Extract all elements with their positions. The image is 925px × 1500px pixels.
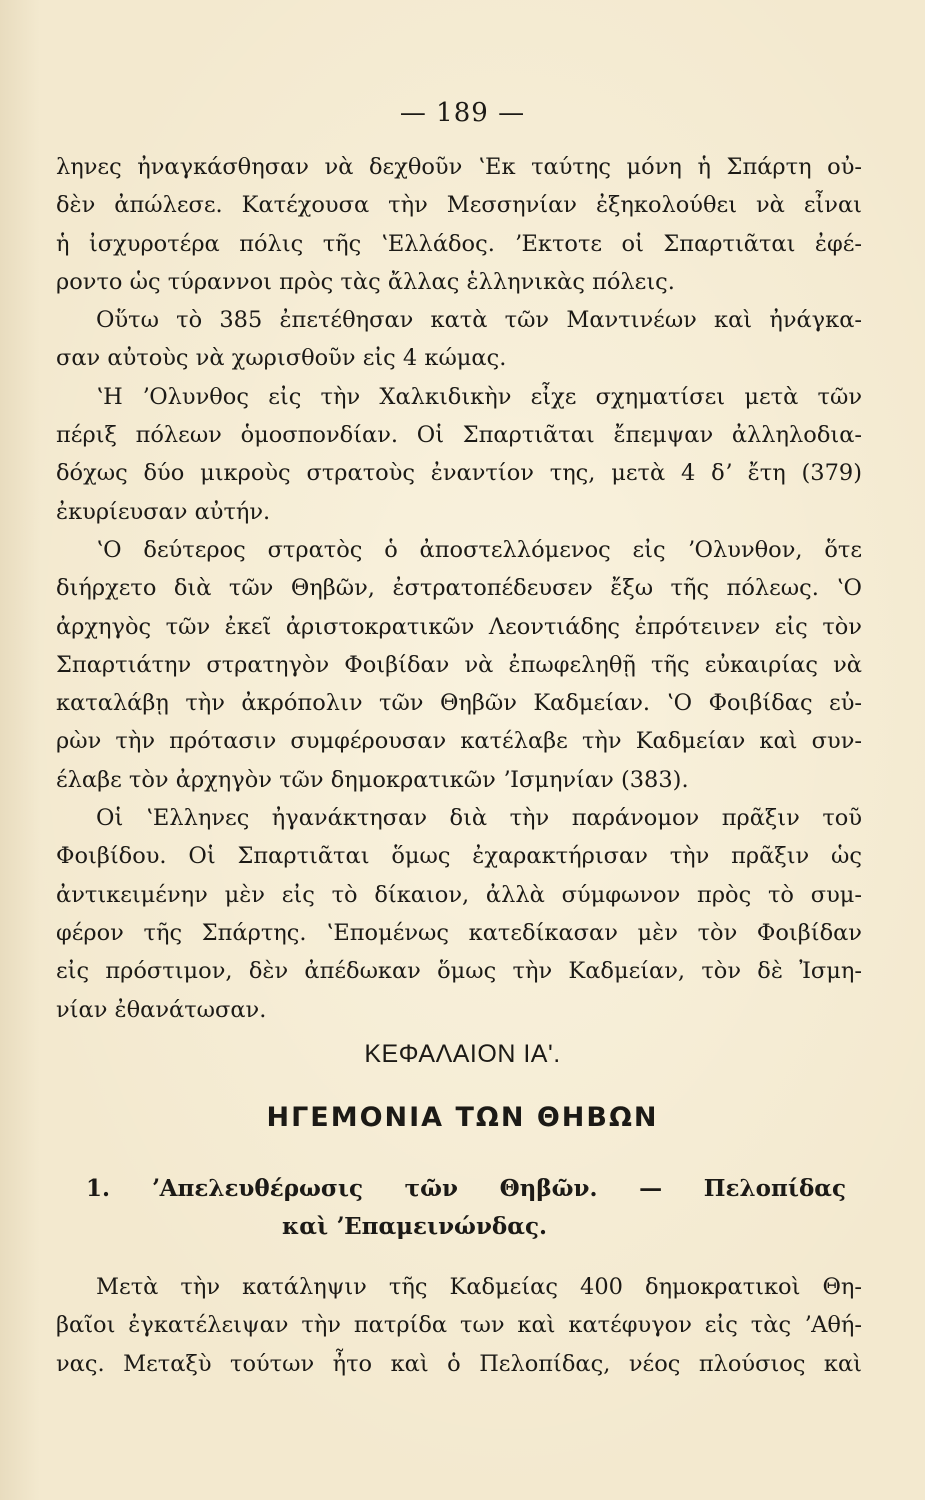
text-line: ληνες ἠναγκάσθησαν νὰ δεχθοῦν ʽΕκ ταύτης μόνη ἡ Σπάρτη οὐ- <box>56 154 862 180</box>
text-line: ἀντικειμένην μὲν εἰς τὸ δίκαιον, ἀλλὰ σύμφωνον πρὸς τὸ συμ- <box>56 881 862 908</box>
text-line: Μετὰ τὴν κατάληψιν τῆς Καδμείας 400 δημοκρατικοὶ Θη- <box>96 1274 862 1300</box>
text-line: ἐκυρίευσαν αὐτήν. <box>56 498 271 525</box>
text-line: νίαν ἐθανάτωσαν. <box>56 996 267 1023</box>
text-line: ἀρχηγὸς τῶν ἐκεῖ ἀριστοκρατικῶν Λεοντιάδης ἐπρότεινεν εἰς τὸν <box>56 613 862 640</box>
text-line: ρὼν τὴν πρότασιν συμφέρουσαν κατέλαβε τὴν Καδμείαν καὶ συν- <box>56 728 862 755</box>
section-text <box>56 1268 862 1383</box>
page-number: — 189 — <box>399 98 526 128</box>
text-line: φέρον τῆς Σπάρτης. ʽΕπομένως κατεδίκασαν μὲν τὸν Φοιβίδαν <box>56 919 862 946</box>
text-line: Σπαρτιάτην στρατηγὸν Φοιβίδαν νὰ ἐπωφεληθῇ τῆς εὐκαιρίας νὰ <box>56 651 862 678</box>
text-line: ʽΗ ʼΟλυνθος εἰς τὴν Χαλκιδικὴν εἶχε σχηματίσει μετὰ τῶν <box>96 383 862 410</box>
text-line: δόχως δύο μικροὺς στρατοὺς ἐναντίον της, μετὰ 4 δʼ ἔτη (379) <box>56 460 862 487</box>
text-line: δὲν ἀπώλεσε. Κατέχουσα τὴν Μεσσηνίαν ἐξηκολούθει νὰ εἶναι <box>56 192 862 219</box>
chapter-title: ΗΓΕΜΟΝΙΑ ΤΩΝ ΘΗΒΩΝ <box>266 1102 659 1133</box>
body-text <box>56 148 862 1029</box>
text-line: πέριξ πόλεων ὁμοσπονδίαν. Οἱ Σπαρτιᾶται ἔπεμψαν ἀλληλοδια- <box>56 422 862 449</box>
text-line: ʽΟ δεύτερος στρατὸς ὁ ἀποστελλόμενος εἰς ʼΟλυνθον, ὅτε <box>96 536 862 563</box>
text-line: ροντο ὡς τύραννοι πρὸς τὰς ἄλλας ἑλληνικὰς πόλεις. <box>56 268 675 295</box>
section-heading-line: καὶ ʼΕπαμεινώνδας. <box>282 1213 547 1240</box>
text-line: έλαβε τὸν ἀρχηγὸν τῶν δημοκρατικῶν ʼΙσμηνίαν (383). <box>56 766 689 793</box>
text-line: Φοιβίδου. Οἱ Σπαρτιᾶται ὅμως ἐχαρακτήρισαν τὴν πρᾶξιν ὡς <box>56 843 862 870</box>
text-line: Οὕτω τὸ 385 ἐπετέθησαν κατὰ τῶν Μαντινέων καὶ ἠνάγκα- <box>96 307 862 334</box>
section-heading <box>86 1170 846 1246</box>
text-line: εἰς πρόστιμον, δὲν ἀπέδωκαν ὅμως τὴν Καδμείαν, τὸν δὲ Ἰσμη- <box>56 958 862 985</box>
chapter-label: ΚΕΦΑΛΑΙΟΝ ΙΑʹ. <box>364 1040 561 1068</box>
text-line: Οἱ ʽΕλληνες ἠγανάκτησαν διὰ τὴν παράνομον πρᾶξιν τοῦ <box>96 805 862 832</box>
text-line: νας. Μεταξὺ τούτων ἦτο καὶ ὁ Πελοπίδας, νέος πλούσιος καὶ <box>56 1350 862 1377</box>
section-heading-line: 1. ʼΑπελευθέρωσις τῶν Θηβῶν. — Πελοπίδας <box>86 1175 846 1202</box>
text-line: ἡ ἰσχυροτέρα πόλις τῆς ʽΕλλάδος. ʼΕκτοτε οἱ Σπαρτιᾶται ἐφέ- <box>56 230 862 257</box>
text-line: καταλάβῃ τὴν ἀκρόπολιν τῶν Θηβῶν Καδμείαν. ʽΟ Φοιβίδας εὐ- <box>56 690 862 717</box>
text-line: βαῖοι ἐγκατέλειψαν τὴν πατρίδα των καὶ κατέφυγον εἰς τὰς ʼΑθή- <box>56 1312 862 1339</box>
text-line: διήρχετο διὰ τῶν Θηβῶν, ἐστρατοπέδευσεν ἔξω τῆς πόλεως. ʽΟ <box>56 575 862 602</box>
text-line: σαν αὐτοὺς νὰ χωρισθοῦν εἰς 4 κώμας. <box>56 345 507 372</box>
